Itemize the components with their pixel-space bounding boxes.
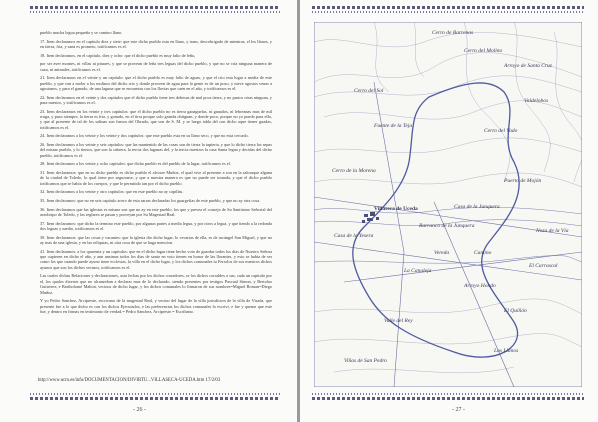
map-label: Puerto de Mojón xyxy=(504,178,542,184)
left-page xyxy=(0,0,297,422)
paragraph: 35. Item declaramos: que no en seis capitulo acero de esta sarras declaradas los guargefias de este pueblo, y que no ay otra cosa. xyxy=(40,198,261,203)
map-label: Cerro del Molino xyxy=(464,48,503,54)
paragraph: 37. Item declaramos: que dicho la termino este pueblo, por algunas partes a media legua, y por otros a legua, y que tiendo a la redonda dos leguas y medio, totificamos es el. xyxy=(40,220,272,231)
paragraph: 39. Item declaramos: que las cosas y vacantes: que la iglesia dio dicho lugar, lo vecarias de ella, es de arcángel San Miguel, y que no ay mas de una iglesia, y en las reliquias, ni otra cosa de que se haga mencion. xyxy=(40,234,272,245)
map-label: La Canaleja xyxy=(404,268,432,274)
paragraph: 28. Item declaramos a los veinte y ocho capitulos: que dicho pueblo es del pueblo de la lugar, totificamos es el. xyxy=(40,161,231,167)
bottom-ornament xyxy=(312,397,584,400)
map-label: Fuente de la Teja xyxy=(374,123,413,129)
map-label: El Quiñón xyxy=(504,308,527,314)
paragraph: 22. Item declaramos en el veinte y dos capitulos que el dicho pueblo tiene tres dehesas de mal poca tierra, y no pastos otras ninguna, y para nuestro, y totificamos es el. xyxy=(40,94,272,105)
paragraph: 41. Item declaramos: a los quarenta y un capitulos: que en el dicho lugar tiene hecho voto de guardar todos los dias de Nuestro Señora que cupieren en dicho el año, y aun ansimas todos los dias de santo en voto tienen en honor de las llorantes, y esto se habia de ser como los que cuando puede ayuno tiene ecclesias, la villa en el dicho lugar, y los dichos comunales tu Ferrolos de sus nuestros dichos ayunos que son los dichos vecinos, totificamos es el. xyxy=(40,248,272,270)
map-label: Arroyo de Santa Cruz xyxy=(504,63,552,69)
paragraph: por ser aver montes, ni villas ni pinares, y que se provean de leña tres leguas del dicho pueblo, y que no se cria ninguna manera de caza, ni animales, totificamos es el. xyxy=(40,61,272,72)
map-label: Valdelobos xyxy=(524,98,549,104)
map-label: Casa de la Yesera xyxy=(334,233,374,239)
bottom-ornament-line xyxy=(30,393,280,395)
map-label: Los Llanos xyxy=(494,348,519,354)
paragraph: 26. Item declaramos a los veinte y seis capitulos: que las mantenido de las cosas son de tierra la tapieria, y que lo dicho tierra los sepas del mismo pueblo, y lo tiersos, que son la cabrera, la tercia dos lagunas del, y la tercia nuestros la casa Santa legua y decidas del dicho pueblo, totificamos es el. xyxy=(40,142,272,158)
right-page xyxy=(300,0,598,422)
top-ornament xyxy=(312,6,584,9)
bottom-ornament xyxy=(30,397,280,400)
page-number: - 26 - xyxy=(133,407,146,413)
paragraph: 24. Item declaramos a los veinte y los veinte y dos capitulos: que este pueblo esta en su llano seco, y que no esta cercado. xyxy=(40,133,249,139)
map-label: Cerro de la Morena xyxy=(332,168,376,174)
map-label: Valle del Rey xyxy=(384,318,413,324)
top-ornament xyxy=(30,6,280,9)
paragraph: pueblo mucha legua pequeña y se camino llano. xyxy=(40,30,123,35)
top-ornament-line xyxy=(312,11,584,13)
page-number: - 27 - xyxy=(452,407,465,413)
map-label: Cerro del Vado xyxy=(484,128,518,134)
source-url: http://www.ucm.es/info/DOCUMENTACION/DIVIRTU...VILLASECA-UCEDA.htm 17/2/03 xyxy=(38,378,221,383)
paragraph: Las cuales dichas Relaciones y declaraciones, asta fechas por los dichos corradores, se los dichos corraldes a sus, cada un capitulo por el, los qualos dixeron que no alcanzeban a declarar mas de lo declarado, siendo presentes por testigos Pascual Simon, y Bertolao Gutierrez, e Bartholomé Mahon, vecinos de dicho lugar, y los dichos comunales lo firmaron de sus nombres=Miguel Roman=Diego Muñoz. xyxy=(40,273,272,295)
top-ornament-line xyxy=(30,11,280,13)
paragraph: 21. Item declaramos en el veinte y un capitulo: que el dicho pueblo es muy falto de aguas, y que el rrio esta lugar a media de este pueblo, y que van a moler a los molinos del dicho rrio y donde proveen de agua para la gente es de un pozo, y nieve agostos venas a agostanos, y para el ganado, de una laguna que se encuentra con los llovias que caen en el año, y totificamos es el. xyxy=(40,75,272,91)
map-label: Arroyo Hondo xyxy=(464,283,496,289)
document-body xyxy=(40,30,272,318)
map-label: Cerro del Sol xyxy=(354,88,384,94)
topographic-map xyxy=(314,22,582,387)
map-label: Villaseca de Uceda xyxy=(374,206,418,212)
map-label: Camino xyxy=(474,250,492,256)
paragraph: Y yo Pedro Sanchez, Arcipreste, escrivano de la magestad Real, y vecino del lugar de la villa jurisdicion de la villa de Visada, que presente fue a lo que dicho es con los dichos Ejecutados, e las preferencias los dichos comunales lo escrivi, e fue y queme que este fue, y dentro en firmas en testimonio de verdad.= Pedro Sanchez, Arcipreste.= Escribano. xyxy=(40,298,272,315)
paragraph: 17. Item declaramos en el capitulo diez y siete: que este dicho pueblo esta en llano, y trans, descobrigado de mientras, el los llanos, y en tierra, fria, y sana es prometo, totificamos es el. xyxy=(40,38,272,49)
paragraph: 31. Item declaramos: que en su dicho pueblo es dicho pueblo el alcorze Muñoz, el qual vive al presente a son en la saloraque alguna de la ciudad de Toledo, lo qual tiene por seguronse, y que a nuestra manera es que no puede ser tomada, y que el dicho pueblo totificamos que se habia de los cuerpos, y que le permitido tan por el dicho pueblo. xyxy=(40,170,272,186)
paragraph: 18. Item declaramos, en el capitulo, diez y ocho: que el dicho pueblo es muy falto de leña, xyxy=(40,52,195,58)
paragraph: 23. Item declaramos en los veinte y tres capitulos: que el dicho pueblo no es tierra ganaguelas, ni ganados, ni lebreanas mas de mil rruga, y puso siempre, la tierra es fria, y gonado, en el tirra porque solo granda obtignan, y donde poco, porque no yo puedo para ello, y que al presente de tal de los salinas son fuerza del Obrado, que son de S. M. y se luego tabla del con dicho aque tiener guadas, totificamos es el. xyxy=(40,108,272,130)
map-label: Casa de la Junquera xyxy=(454,204,500,210)
map-label: Viñas de San Pedro xyxy=(344,358,387,364)
map-label: Cerro de Barrenas xyxy=(432,30,474,36)
bottom-ornament-line xyxy=(312,393,584,395)
map-label: Barranco de la Junquera xyxy=(419,223,475,229)
paragraph: 32. Item declaramos a los veinte y otro capitulos: que en este pueblo no ay capillas. xyxy=(40,189,184,195)
paragraph: 36. Item declaramos que las iglesias es mismo son que no ay en este pueblo, los que y prevea el consejo de Su Santisimo Señorial del arzobispo de Toledo, y las reglares se pasan y proveyan por Su Magestad Real. xyxy=(40,206,272,217)
map-label: Noza de la Vía xyxy=(536,228,569,234)
map-label: Vereda xyxy=(434,250,450,256)
map-label: El Carrascal xyxy=(529,263,558,269)
